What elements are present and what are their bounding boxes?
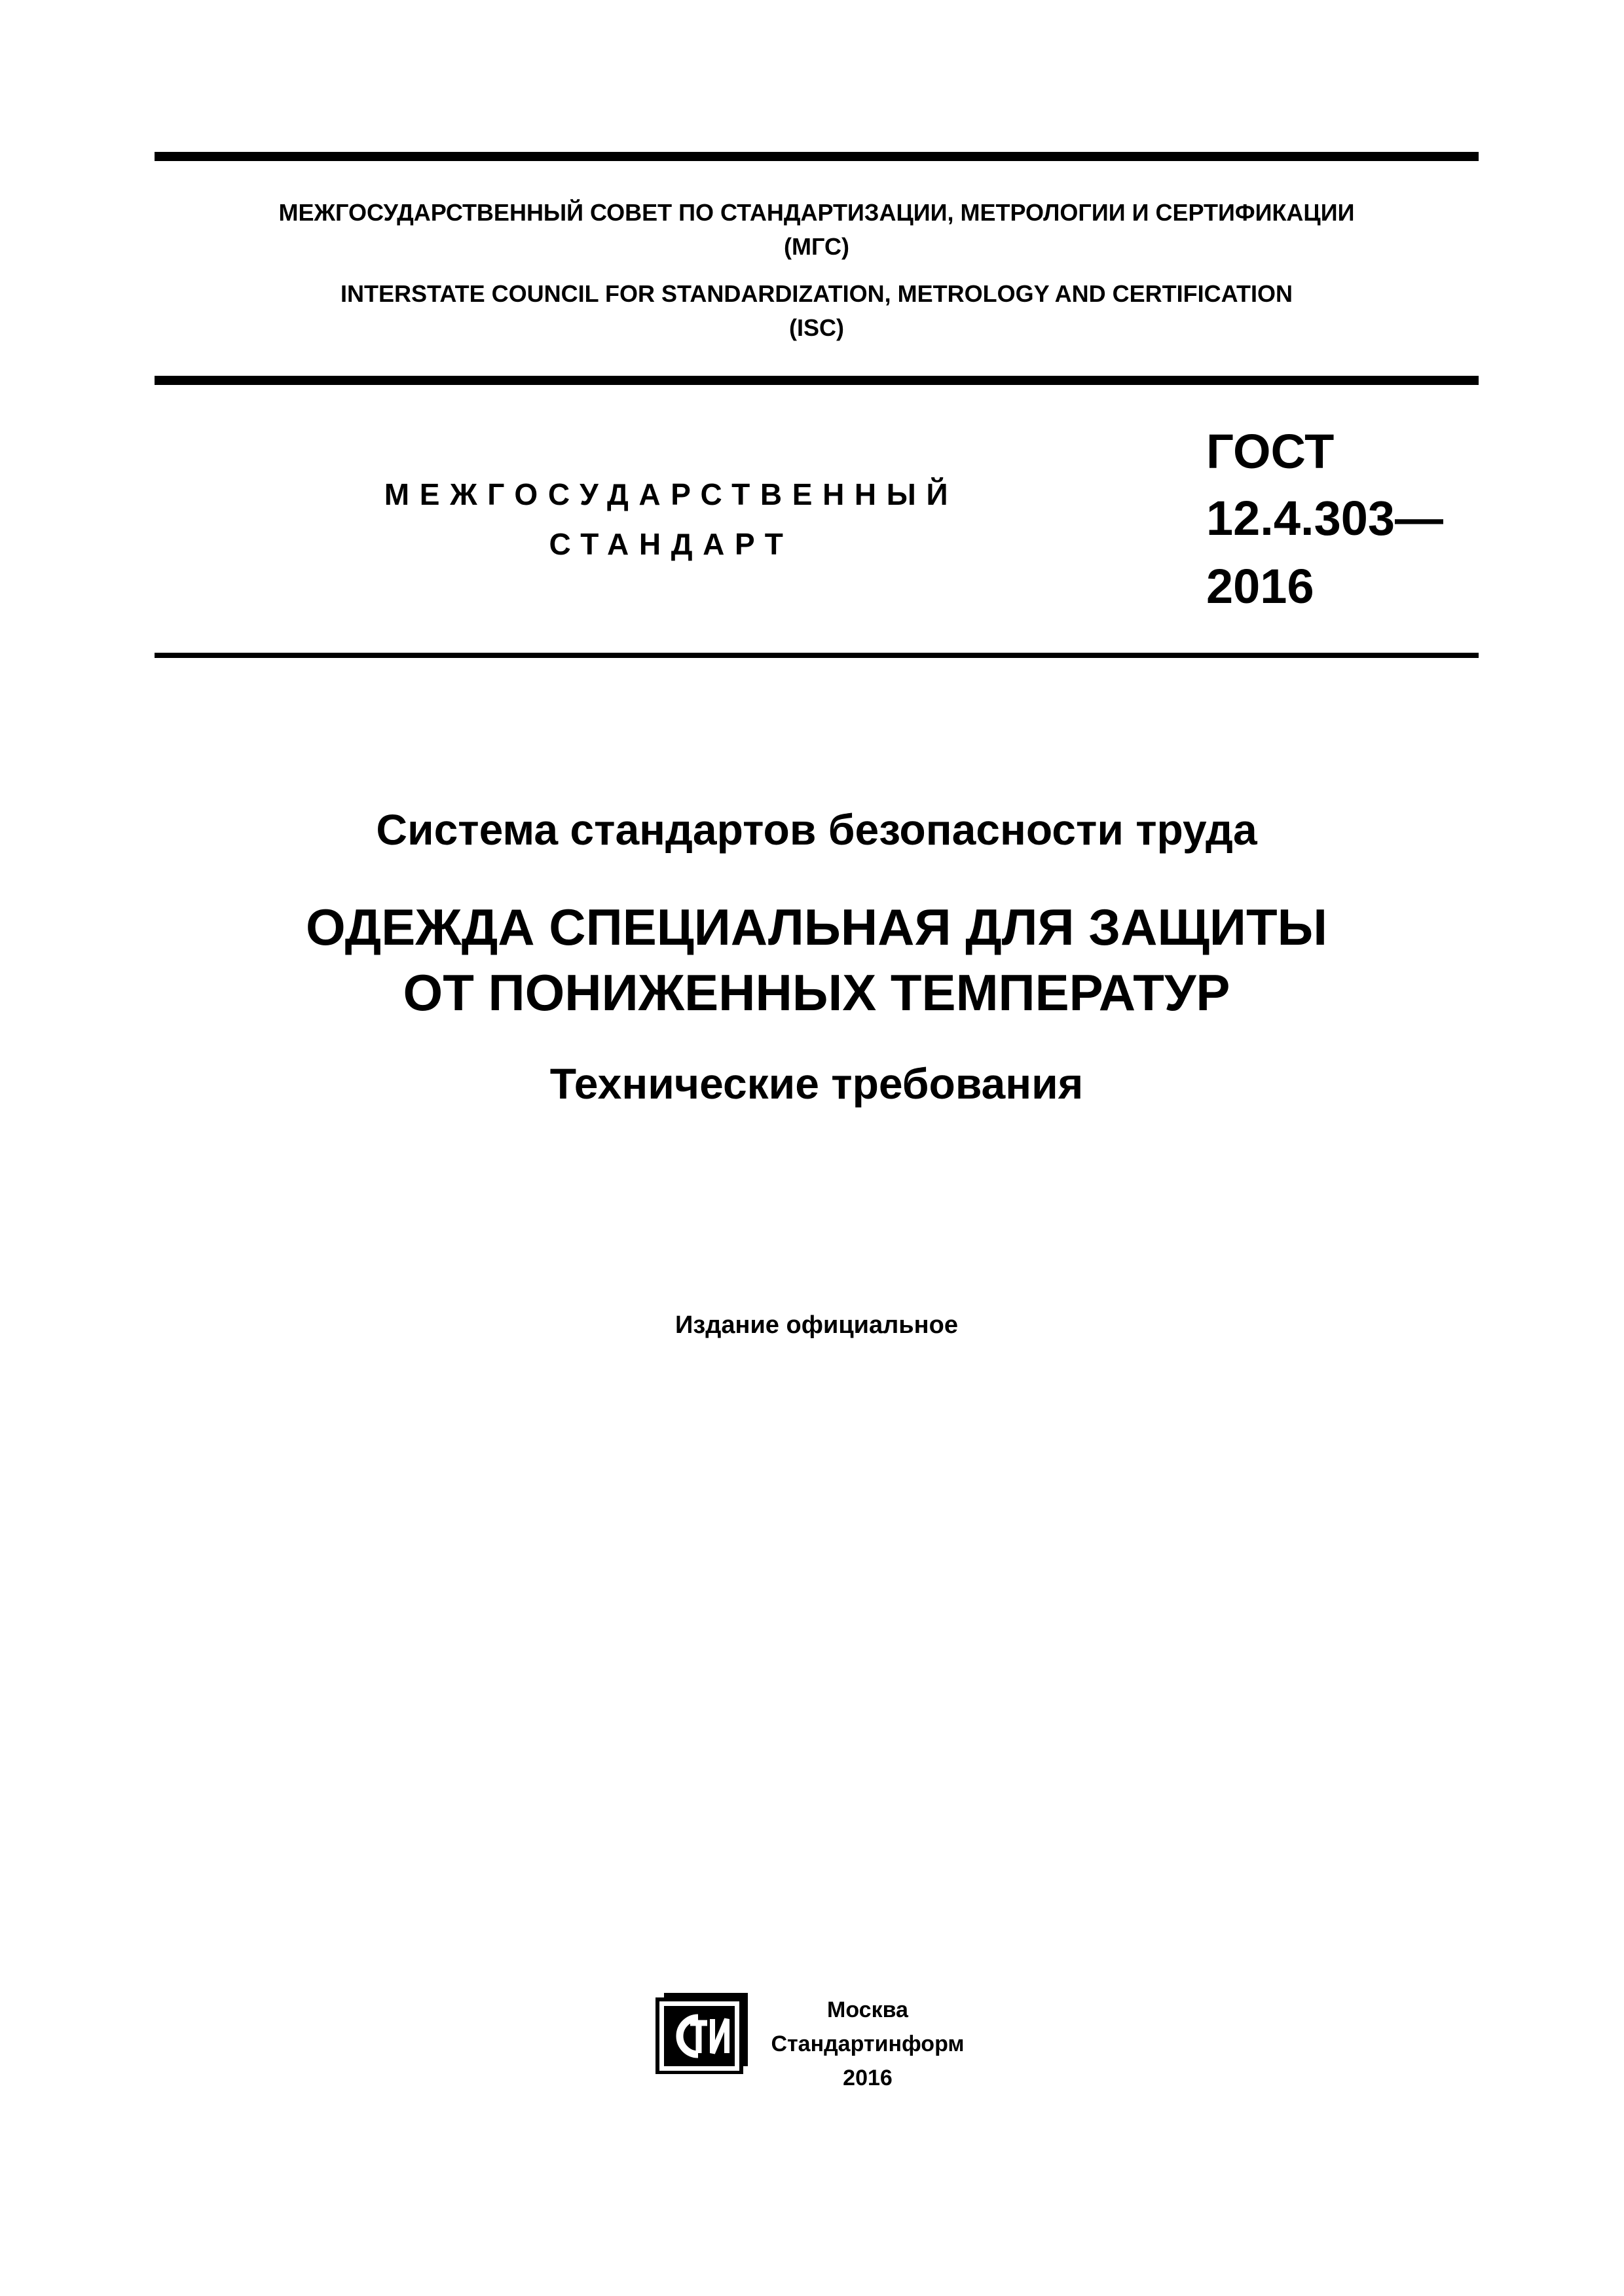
subtitle: Технические требования [549, 1059, 1084, 1108]
council-name-en: INTERSTATE COUNCIL FOR STANDARDIZATION, METROLOGY AND CERTIFICATION [341, 280, 1293, 307]
gost-designation-line1: ГОСТ [1206, 424, 1335, 479]
publisher-name: Стандартинформ [771, 2032, 965, 2056]
designation-rule [155, 653, 1479, 658]
main-title-line2: ОТ ПОНИЖЕННЫХ ТЕМПЕРАТУР [403, 964, 1230, 1021]
main-title-line1: ОДЕЖДА СПЕЦИАЛЬНАЯ ДЛЯ ЗАЩИТЫ [306, 898, 1327, 956]
header-rule [155, 376, 1479, 385]
standartinform-logo-icon [655, 1989, 753, 2074]
publisher-city: Москва [827, 1997, 908, 2022]
standartinform-logo-svg [655, 1989, 753, 2074]
top-rule [155, 152, 1479, 161]
publisher-year: 2016 [843, 2066, 893, 2090]
standard-kind-line1: МЕЖГОСУДАРСТВЕННЫЙ [384, 477, 959, 511]
council-abbr-en: (ISC) [789, 314, 844, 341]
edition-label: Издание официальное [675, 1311, 958, 1339]
standard-kind-line2: СТАНДАРТ [549, 527, 794, 561]
system-title: Система стандартов безопасности труда [376, 805, 1257, 854]
council-abbr-ru: (МГС) [784, 233, 849, 260]
gost-designation-line2: 12.4.303— [1206, 491, 1444, 545]
council-name-ru: МЕЖГОСУДАРСТВЕННЫЙ СОВЕТ ПО СТАНДАРТИЗАЦИИ, МЕТРОЛОГИИ И СЕРТИФИКАЦИИ [278, 199, 1355, 226]
gost-designation-line3: 2016 [1206, 559, 1314, 613]
